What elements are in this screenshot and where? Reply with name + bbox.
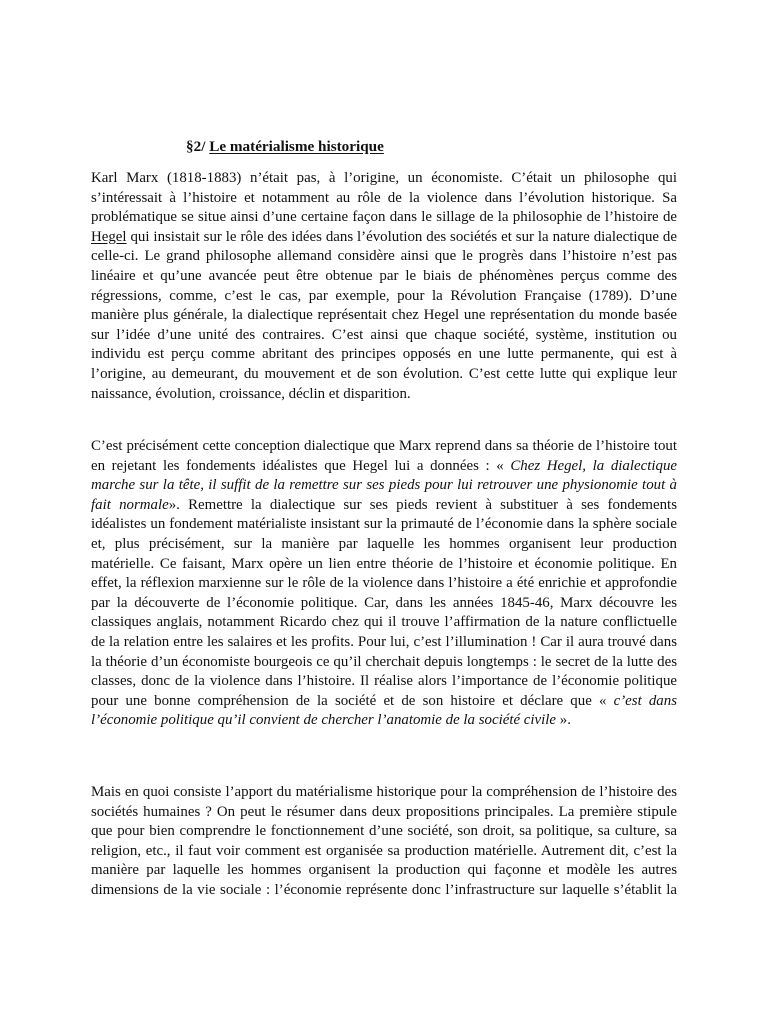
paragraph-2-text-a: C’est précisément cette conception dialectique que Marx reprend dans sa théorie de l’histoire tout en rejetant les fondements idéalistes que Hegel lui a données : « (91, 438, 677, 474)
paragraph-1-text-a: Karl Marx (1818-1883) n’était pas, à l’origine, un économiste. C’était un philosophe qui s’intéressait à l’histoire et notamment au rôle de la violence dans l’évolution historique. Sa problématique se situe ainsi d’une certaine façon dans le sillage de la philosophie de l’histoire de (91, 170, 677, 226)
section-title: Le matérialisme historique (209, 138, 384, 155)
paragraph-1-text-b: qui insistait sur le rôle des idées dans l’évolution des sociétés et sur la nature dialectique de celle-ci. Le grand philosophe allemand considère ainsi que le progrès dans l’histoire n’est pas linéaire et qu’une avancée peut être obtenue par le biais de phénomènes perçus comme des régressions, comme, c’est le cas, par exemple, pour la Révolution Française (1789). D’une manière plus générale, la dialectique représentait chez Hegel une représentation du monde basée sur l’idée d’une unité des contraires. C’est ainsi que chaque société, système, institution ou individu est perçu comme abritant des principes opposés en une lutte permanente, qui est à l’origine, au demeurant, du mouvement et de son évolution. C’est cette lutte qui explique leur naissance, évolution, croissance, déclin et disparition. (91, 228, 677, 402)
marx-quote: c’est dans l’économie politique qu’il convient de chercher l’anatomie de la société civile (91, 692, 677, 729)
paragraph-1 (91, 169, 677, 404)
hegel-link[interactable]: Hegel (91, 228, 127, 245)
hegel-quote: Chez Hegel, la dialectique marche sur la tête, il suffit de la remettre sur ses pieds pour lui retrouver une physionomie tout à fait normale (91, 457, 678, 513)
section-heading (186, 137, 384, 157)
paragraph-2 (91, 437, 677, 731)
paragraph-3: Mais en quoi consiste l’apport du matérialisme historique pour la compréhension de l’histoire des sociétés humaines ? On peut le résumer dans deux propositions principales. La première stipule que pour bien comprendre le fonctionnement d’une société, son droit, sa politique, sa culture, sa religion, etc., il faut voir comment est organisée sa production matérielle. Autrement dit, c’est la manière par laquelle les hommes organisent la production qui façonne et modèle les autres dimensions de la vie sociale : l’économie représente donc l’infrastructure sur laquelle s’établit la (91, 784, 677, 898)
paragraph-2-text-b: ». Remettre la dialectique sur ses pieds revient à substituer à ses fondements idéalistes un fondement matérialiste insistant sur la primauté de l’économie dans la sphère sociale et, plus précisément, sur la manière par laquelle les hommes organisent leur production matérielle. Ce faisant, Marx opère un lien entre théorie de l’histoire et économie politique. En effet, la réflexion marxienne sur le rôle de la violence dans l’histoire a été enrichie et approfondie par la découverte de l’économie politique. Car, dans les années 1845-46, Marx découvre les classiques anglais, notamment Ricardo chez qui il trouve l’affirmation de la nature conflictuelle de la relation entre les salaires et les profits. Pour lui, c’est l’illumination ! Car il aura trouvé dans la théorie d’un économiste bourgeois ce qu’il cherchait depuis longtemps : le secret de la lutte des classes, donc de la violence dans l’histoire. Il réalise alors l’importance de l’économie politique pour une bonne compréhension de la société et de son histoire et déclare que « (91, 496, 677, 709)
section-number: §2/ (186, 138, 206, 155)
paragraph-2-text-c: ». (556, 712, 571, 729)
